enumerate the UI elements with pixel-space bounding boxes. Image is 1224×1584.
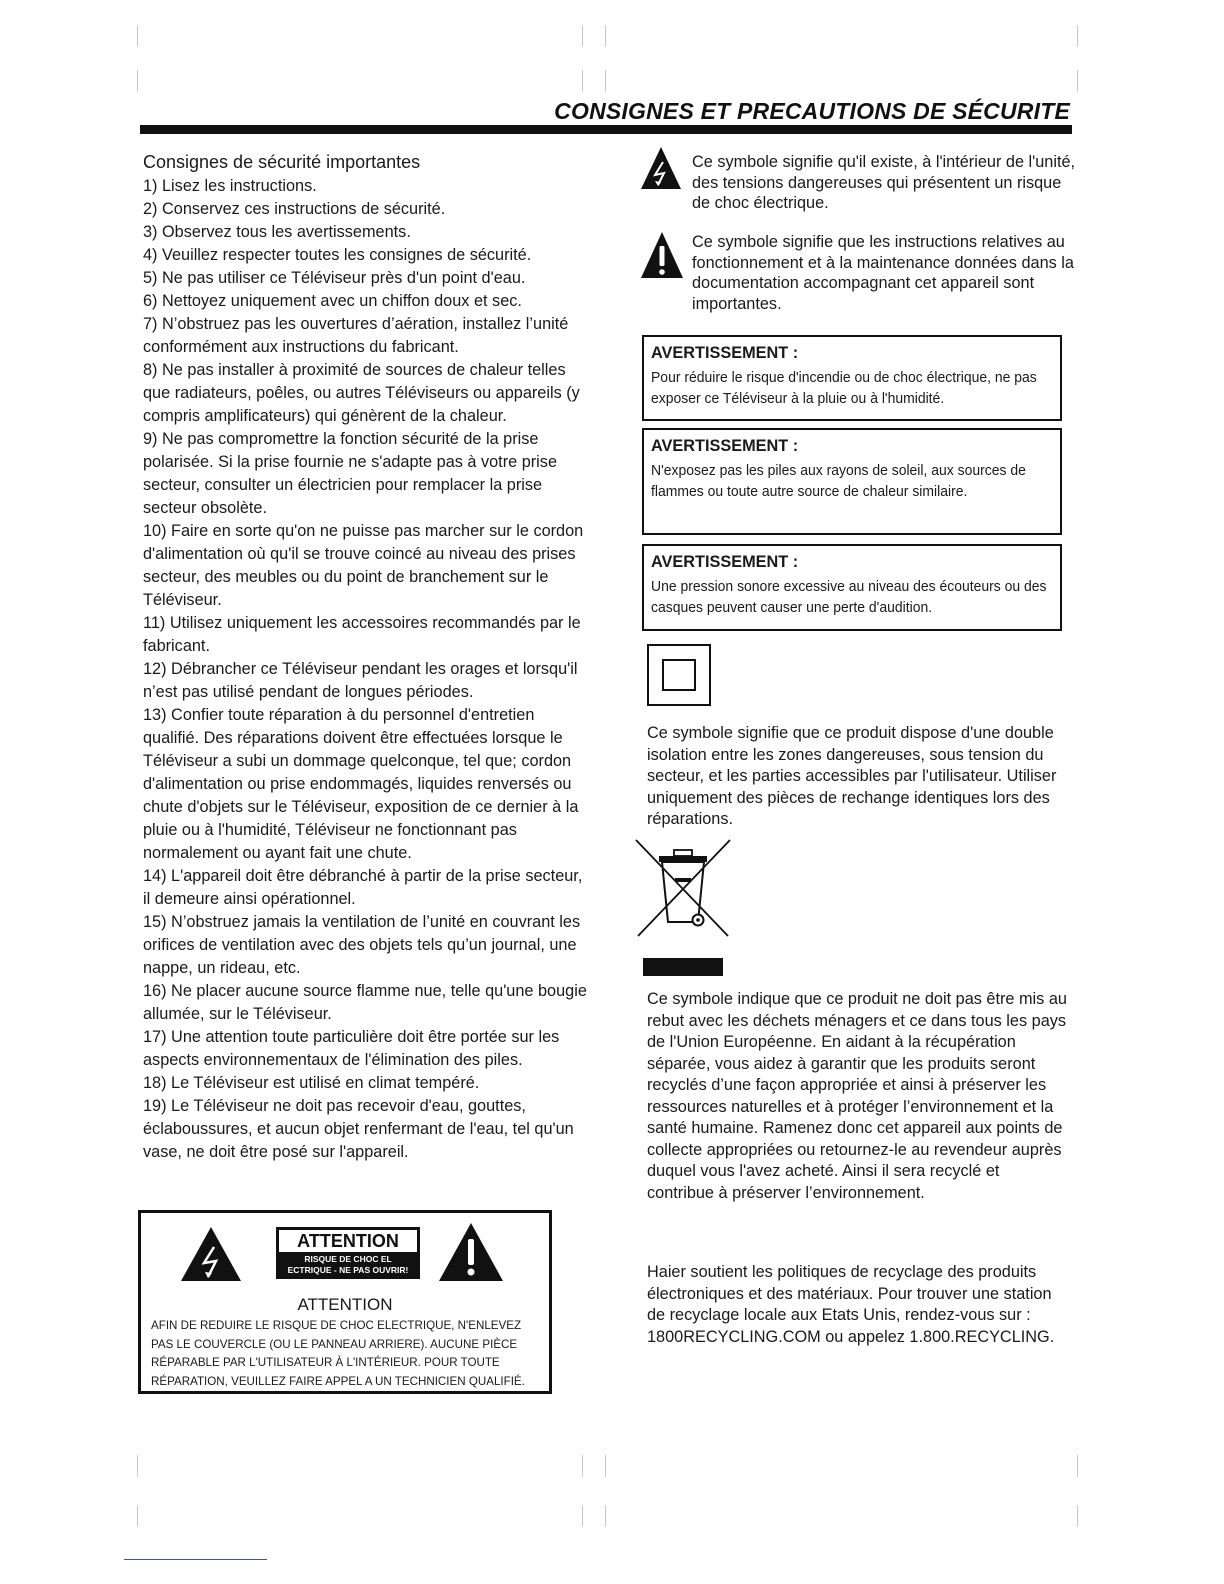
separate-collection-bar	[643, 958, 723, 976]
warning-body: N'exposez pas les piles aux rayons de soleil, aux sources de flammes ou toute autre source de chaleur similaire.	[651, 462, 1026, 500]
warning-box	[642, 335, 1062, 421]
list-item: 18) Le Téléviseur est utilisé en climat tempéré.	[143, 1074, 480, 1092]
attention-label-line: ECTRIQUE - NE PAS OUVRIR!	[287, 1265, 409, 1275]
exclamation-warning-icon	[437, 1221, 505, 1283]
double-insulation-inner	[662, 659, 696, 691]
warning-box	[642, 428, 1062, 535]
lightning-warning-icon	[179, 1225, 243, 1283]
guide-tick	[137, 70, 138, 92]
guide-tick	[605, 25, 606, 47]
warning-body: Pour réduire le risque d'incendie ou de choc électrique, ne pas exposer ce Téléviseur à la pluie ou à l'humidité.	[651, 369, 1037, 407]
list-item: 19) Le Téléviseur ne doit pas recevoir d'eau, gouttes, éclaboussures, et aucun objet renfermant de l'eau, tel qu'un vase, ne doit être posé sur l'appareil.	[143, 1097, 574, 1161]
list-item: 1) Lisez les instructions.	[143, 177, 317, 195]
attention-label-line: RISQUE DE CHOC EL	[304, 1254, 392, 1264]
list-item: 4) Veuillez respecter toutes les consignes de sécurité.	[143, 246, 532, 264]
warning-heading: AVERTISSEMENT :	[651, 553, 799, 571]
guide-tick	[137, 25, 138, 47]
exclamation-symbol-text: Ce symbole signifie que les instructions relatives au fonctionnement et à la maintenance données dans la documentation accompagnant cet appareil sont importantes.	[692, 233, 1074, 313]
guide-tick	[1077, 70, 1078, 92]
attention-label-subtitle	[276, 1254, 420, 1276]
guide-tick	[1077, 25, 1078, 47]
list-item: 5) Ne pas utiliser ce Téléviseur près d'un point d'eau.	[143, 269, 526, 287]
list-item: 3) Observez tous les avertissements.	[143, 223, 411, 241]
lightning-warning-icon	[640, 145, 682, 191]
list-item: 9) Ne pas compromettre la fonction sécurité de la prise polarisée. Si la prise fournie ne s'adapte pas à votre prise secteur, consulter un électricien pour remplacer la prise secteur obsolète.	[143, 430, 557, 517]
list-item: 11) Utilisez uniquement les accessoires recommandés par le fabricant.	[143, 614, 581, 655]
list-item: 2) Conservez ces instructions de sécurité.	[143, 200, 446, 218]
guide-tick	[1077, 1505, 1078, 1527]
lightning-symbol-text: Ce symbole signifie qu'il existe, à l'intérieur de l'unité, des tensions dangereuses qui présentent un risque de choc électrique.	[692, 153, 1076, 212]
weee-text: Ce symbole indique que ce produit ne doit pas être mis au rebut avec les déchets ménagers et ce dans tous les pays de l'Union Européenne. En aidant à la récupération séparée, vous aidez à garantir que les produits seront recyclés d’une façon appropriée et ainsi à préserver les ressources naturelles et à protéger l’environnement et la santé humaine. Ramenez donc cet appareil aux points de collecte appropriées ou retournez-le au revendeur auprès duquel vous l'avez acheté. Ainsi il sera recyclé et contribue à préserver l’environnement.	[647, 990, 1067, 1202]
guide-tick	[582, 70, 583, 92]
warning-heading: AVERTISSEMENT :	[651, 344, 799, 362]
list-item: 17) Une attention toute particulière doit être portée sur les aspects environnementaux de l'élimination des piles.	[143, 1028, 560, 1069]
attention-label	[276, 1227, 420, 1279]
exclamation-warning-icon	[640, 230, 684, 280]
guide-tick	[582, 25, 583, 47]
list-item: 10) Faire en sorte qu'on ne puisse pas marcher sur le cordon d'alimentation où qu'il se trouve coincé au niveau des prises secteur, des meubles ou du point de branchement sur le Téléviseur.	[143, 522, 584, 609]
attention-body: AFIN DE REDUIRE LE RISQUE DE CHOC ELECTRIQUE, N'ENLEVEZ PAS LE COUVERCLE (OU LE PANNEAU ARRIERE). AUCUNE PIÈCE RÉPARABLE PAR L'UTILISATEUR À L'INTÉRIEUR. POUR TOUTE RÉPARATION, VEUILLEZ FAIRE APPEL A UN TECHNICIEN QUALIFIÉ.	[151, 1319, 525, 1388]
list-item: 12) Débrancher ce Téléviseur pendant les orages et lorsqu'il n’est pas utilisé pendant de longues périodes.	[143, 660, 578, 701]
guide-tick	[582, 1505, 583, 1527]
list-item: 16) Ne placer aucune source flamme nue, telle qu'une bougie allumée, sur le Téléviseur.	[143, 982, 587, 1023]
list-item: 13) Confier toute réparation à du personnel d'entretien qualifié. Des réparations doivent être effectuées lorsque le Téléviseur a subi un dommage quelconque, tel que; cordon d'alimentation ou prise endommagés, liquides renversés ou chute d'objets sur le Téléviseur, exposition de ce dernier à la pluie ou à l'humidité, Téléviseur ne fonctionnant pas normalement ou ayant fait une chute.	[143, 706, 579, 862]
guide-tick	[605, 70, 606, 92]
footer-rule	[124, 1559, 267, 1560]
caution-panel	[138, 1210, 552, 1394]
guide-tick	[137, 1455, 138, 1477]
guide-tick	[605, 1505, 606, 1527]
list-item: 14) L'appareil doit être débranché à partir de la prise secteur, il demeure ainsi opérationnel.	[143, 867, 583, 908]
warning-heading: AVERTISSEMENT :	[651, 437, 799, 455]
safety-instructions	[143, 150, 593, 1164]
double-insulation-text: Ce symbole signifie que ce produit dispose d'une double isolation entre les zones dangereuses, sous tension du secteur, et les parties accessibles par l'utilisateur. Utiliser uniquement des pièces de rechange identiques lors des réparations.	[647, 724, 1057, 828]
warning-body: Une pression sonore excessive au niveau des écouteurs ou des casques peuvent causer une perte d'audition.	[651, 578, 1047, 616]
guide-tick	[582, 1455, 583, 1477]
section-title: Consignes de sécurité importantes	[143, 152, 421, 172]
crossed-out-bin-icon	[634, 838, 732, 938]
page-title: CONSIGNES ET PRECAUTIONS DE SÉCURITE	[554, 98, 1070, 124]
recycling-text: Haier soutient les politiques de recyclage des produits électroniques et des matériaux. Pour trouver une station de recyclage locale aux Etats Unis, rendez-vous sur : 1800RECYCLING.COM ou appelez 1.800.RECYCLING.	[647, 1263, 1055, 1346]
guide-tick	[137, 1505, 138, 1527]
header-rule	[140, 125, 1072, 134]
warning-box	[642, 544, 1062, 631]
attention-heading: ATTENTION	[297, 1295, 393, 1314]
instruction-list	[143, 175, 593, 1164]
guide-tick	[605, 1455, 606, 1477]
list-item: 6) Nettoyez uniquement avec un chiffon doux et sec.	[143, 292, 522, 310]
attention-label-title: ATTENTION	[279, 1230, 417, 1252]
list-item: 15) N’obstruez jamais la ventilation de l’unité en couvrant les orifices de ventilation avec des objets tels qu’un journal, une nappe, un rideau, etc.	[143, 913, 581, 977]
double-insulation-icon	[647, 644, 711, 706]
list-item: 7) N’obstruez pas les ouvertures d’aération, installez l’unité conformément aux instructions du fabricant.	[143, 315, 569, 356]
guide-tick	[1077, 1455, 1078, 1477]
list-item: 8) Ne pas installer à proximité de sources de chaleur telles que radiateurs, poêles, ou autres Téléviseurs ou appareils (y compris amplificateurs) qui génèrent de la chaleur.	[143, 361, 580, 425]
